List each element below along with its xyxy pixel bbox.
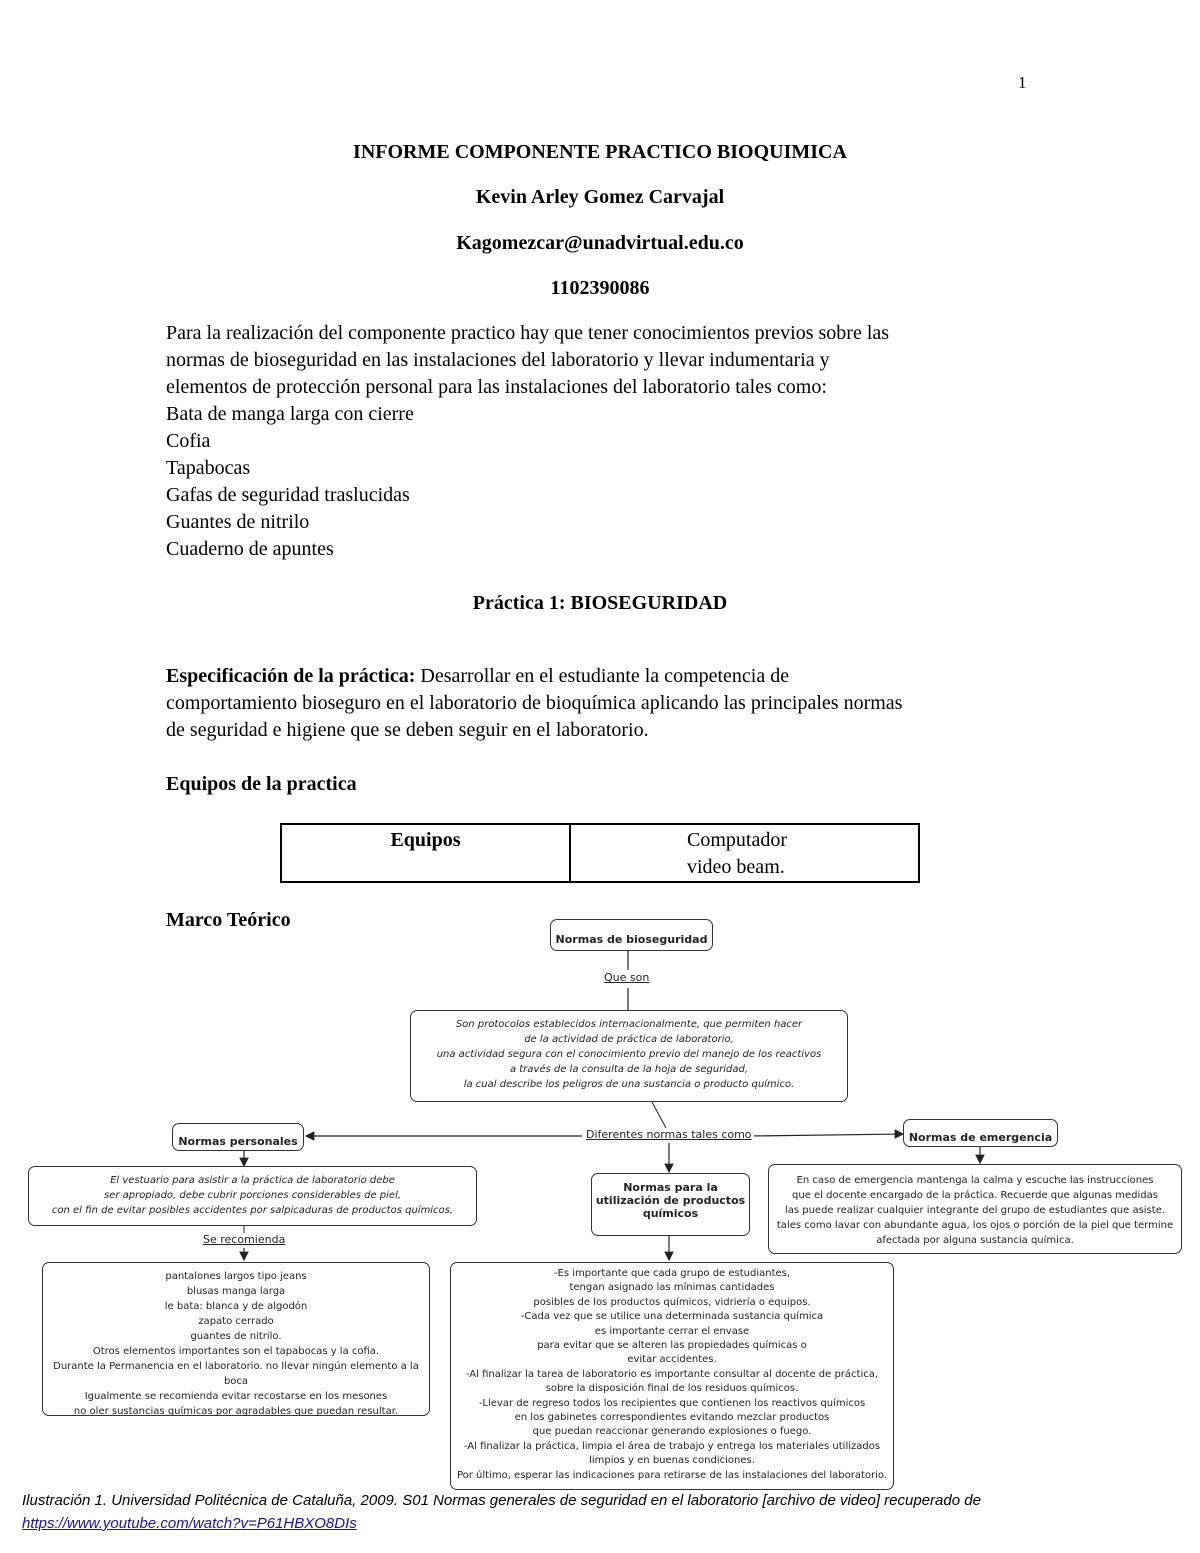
recommendation-line: guantes de nitrilo.: [190, 1331, 282, 1342]
link-diferentes-normas: Diferentes normas tales como: [586, 1128, 752, 1141]
spec-text: de seguridad e higiene que se deben seguir en el laboratorio.: [166, 719, 649, 741]
recommendation-line: Durante la Permanencia en el laboratorio. no llevar ningún elemento a la boca: [53, 1361, 419, 1387]
recommendation-line: Igualmente se recomienda evitar recostarse en los mesones: [84, 1391, 388, 1402]
emergency-description-line: que el docente encargado de la práctica. Recuerde que algunas medidas: [792, 1190, 1158, 1201]
equipment-heading: Equipos de la practica: [166, 773, 357, 795]
intro-line: elementos de protección personal para las instalaciones del laboratorio tales como:: [166, 376, 827, 398]
chemicals-title-line: utilización de productos: [595, 1194, 746, 1207]
chemical-rule-line: -Al finalizar la práctica, limpia el área de trabajo y entrega los materiales utilizados: [463, 1440, 881, 1452]
personal-description-line: ser apropiado, debe cubrir porciones considerables de piel,: [103, 1190, 402, 1201]
chemical-rule-line: tengan asignado las mínimas cantidades: [569, 1282, 775, 1294]
figure-caption: Ilustración 1. Universidad Politécnica de Cataluña, 2009. S01 Normas generales de seguridad en el laboratorio [archivo de video] recuperado de: [22, 1492, 981, 1509]
ppe-item: Gafas de seguridad traslucidas: [166, 484, 410, 506]
spec-text: Desarrollar en el estudiante la competencia de: [420, 665, 790, 687]
ppe-item: Guantes de nitrilo: [166, 511, 310, 533]
chemical-rule-line: -Cada vez que se utilice una determinada sustancia química: [520, 1311, 824, 1323]
spec-label: Especificación de la práctica:: [166, 665, 416, 687]
emergency-description-line: tales como lavar con abundante agua, los ojos o porción de la piel que termine: [776, 1220, 1174, 1231]
personal-description-line: con el fin de evitar posibles accidentes por salpicaduras de productos químicos,: [51, 1205, 454, 1216]
chemical-rule-line: limpios y en buenas condiciones.: [589, 1455, 755, 1467]
definition-line: a través de la consulta de la hoja de seguridad,: [509, 1064, 749, 1075]
ppe-item: Tapabocas: [166, 457, 251, 479]
concept-root-node: [550, 919, 713, 951]
ppe-item: Cofia: [166, 430, 211, 452]
author-name: Kevin Arley Gomez Carvajal: [475, 186, 725, 208]
emergency-description-line: las puede realizar cualquier integrante del grupo de estudiantes que asiste.: [784, 1205, 1166, 1216]
definition-line: Son protocolos establecidos internacionalmente, que permiten hacer: [455, 1019, 803, 1030]
link-se-recomienda: Se recomienda: [203, 1233, 286, 1246]
chemical-rule-line: -Es importante que cada grupo de estudiantes,: [553, 1268, 791, 1279]
definition-line: una actividad segura con el conocimiento previo del manejo de los reactivos: [436, 1049, 822, 1060]
chemicals-title-line: químicos: [642, 1207, 699, 1220]
recommendation-line: Otros elementos importantes son el tapabocas y la cofia.: [92, 1346, 380, 1357]
ppe-item: Cuaderno de apuntes: [166, 538, 334, 560]
recommendation-line: no oler sustancias químicas por agradables que puedan resultar.: [73, 1406, 399, 1417]
chemical-rule-line: para evitar que se alteren las propiedades químicas o: [537, 1340, 807, 1352]
definition-line: la cual describe los peligros de una sustancia o producto químico.: [463, 1079, 795, 1090]
equipment-item: Computador: [687, 829, 787, 851]
emergency-rules-title: Normas de emergencia: [908, 1131, 1053, 1144]
recommendation-line: blusas manga larga: [186, 1286, 286, 1297]
chemical-rule-line: es importante cerrar el envase: [594, 1325, 750, 1337]
chemical-rule-line: en los gabinetes correspondientes evitando mezclar productos: [514, 1412, 830, 1424]
page-number: 1: [1018, 73, 1027, 92]
student-id: 1102390086: [550, 277, 650, 299]
recommendation-line: le bata: blanca y de algodón: [164, 1301, 308, 1312]
author-email: Kagomezcar@unadvirtual.edu.co: [456, 232, 744, 254]
intro-line: Para la realización del componente practico hay que tener conocimientos previos sobre las: [166, 322, 890, 344]
spec-text: comportamiento bioseguro en el laboratorio de bioquímica aplicando las principales normas: [166, 692, 903, 714]
chemical-rule-line: Por último, esperar las indicaciones para retirarse de las instalaciones del laboratorio.: [456, 1469, 888, 1481]
equipment-item: video beam.: [687, 856, 785, 878]
emergency-rules-node: [903, 1119, 1058, 1147]
emergency-description-line: afectada por alguna sustancia química.: [876, 1235, 1074, 1246]
chemical-rule-line: -Llevar de regreso todos los recipientes que contienen los reactivos químicos: [478, 1397, 866, 1409]
definition-line: de la actividad de práctica de laboratorio,: [524, 1034, 734, 1045]
equipment-label-cell: Equipos: [281, 824, 570, 882]
caption-video-link[interactable]: https://www.youtube.com/watch?v=P61HBXO8DIs: [22, 1515, 357, 1532]
ppe-item: Bata de manga larga con cierre: [166, 403, 414, 425]
chemicals-rules-list-node: [450, 1262, 894, 1490]
concept-root-label: Normas de bioseguridad: [555, 933, 708, 946]
chemical-rule-line: evitar accidentes.: [627, 1354, 717, 1366]
personal-recommendations-node: [42, 1262, 430, 1416]
intro-line: normas de bioseguridad en las instalaciones del laboratorio y llevar indumentaria y: [166, 349, 830, 371]
personal-rules-title: Normas personales: [178, 1135, 298, 1148]
chemical-rule-line: que puedan reaccionar generando explosiones o fuego.: [532, 1426, 812, 1438]
emergency-description-node: [768, 1164, 1182, 1254]
personal-description-line: El vestuario para asistir a la práctica de laboratorio debe: [110, 1175, 395, 1186]
personal-description-node: [28, 1166, 477, 1226]
link-que-son: Que son: [604, 971, 650, 984]
document-title: INFORME COMPONENTE PRACTICO BIOQUIMICA: [353, 141, 847, 163]
recommendation-line: pantalones largos tipo jeans: [165, 1271, 307, 1282]
recommendation-line: zapato cerrado: [198, 1316, 274, 1327]
personal-rules-node: [172, 1123, 304, 1151]
chemical-rule-line: -Al finalizar la tarea de laboratorio es importante consultar al docente de práctica,: [465, 1368, 879, 1380]
practice-title: Práctica 1: BIOSEGURIDAD: [472, 592, 728, 614]
chemical-rule-line: sobre la disposición final de los residuos químicos.: [545, 1383, 799, 1395]
chemicals-rules-node: [591, 1173, 750, 1236]
chemicals-title-line: Normas para la: [623, 1181, 718, 1194]
emergency-description-line: En caso de emergencia mantenga la calma y escuche las instrucciones: [796, 1175, 1154, 1186]
chemical-rule-line: posibles de los productos químicos, vidriería o equipos.: [533, 1296, 811, 1308]
framework-heading: Marco Teórico: [166, 909, 291, 931]
definition-node: [410, 1010, 848, 1102]
